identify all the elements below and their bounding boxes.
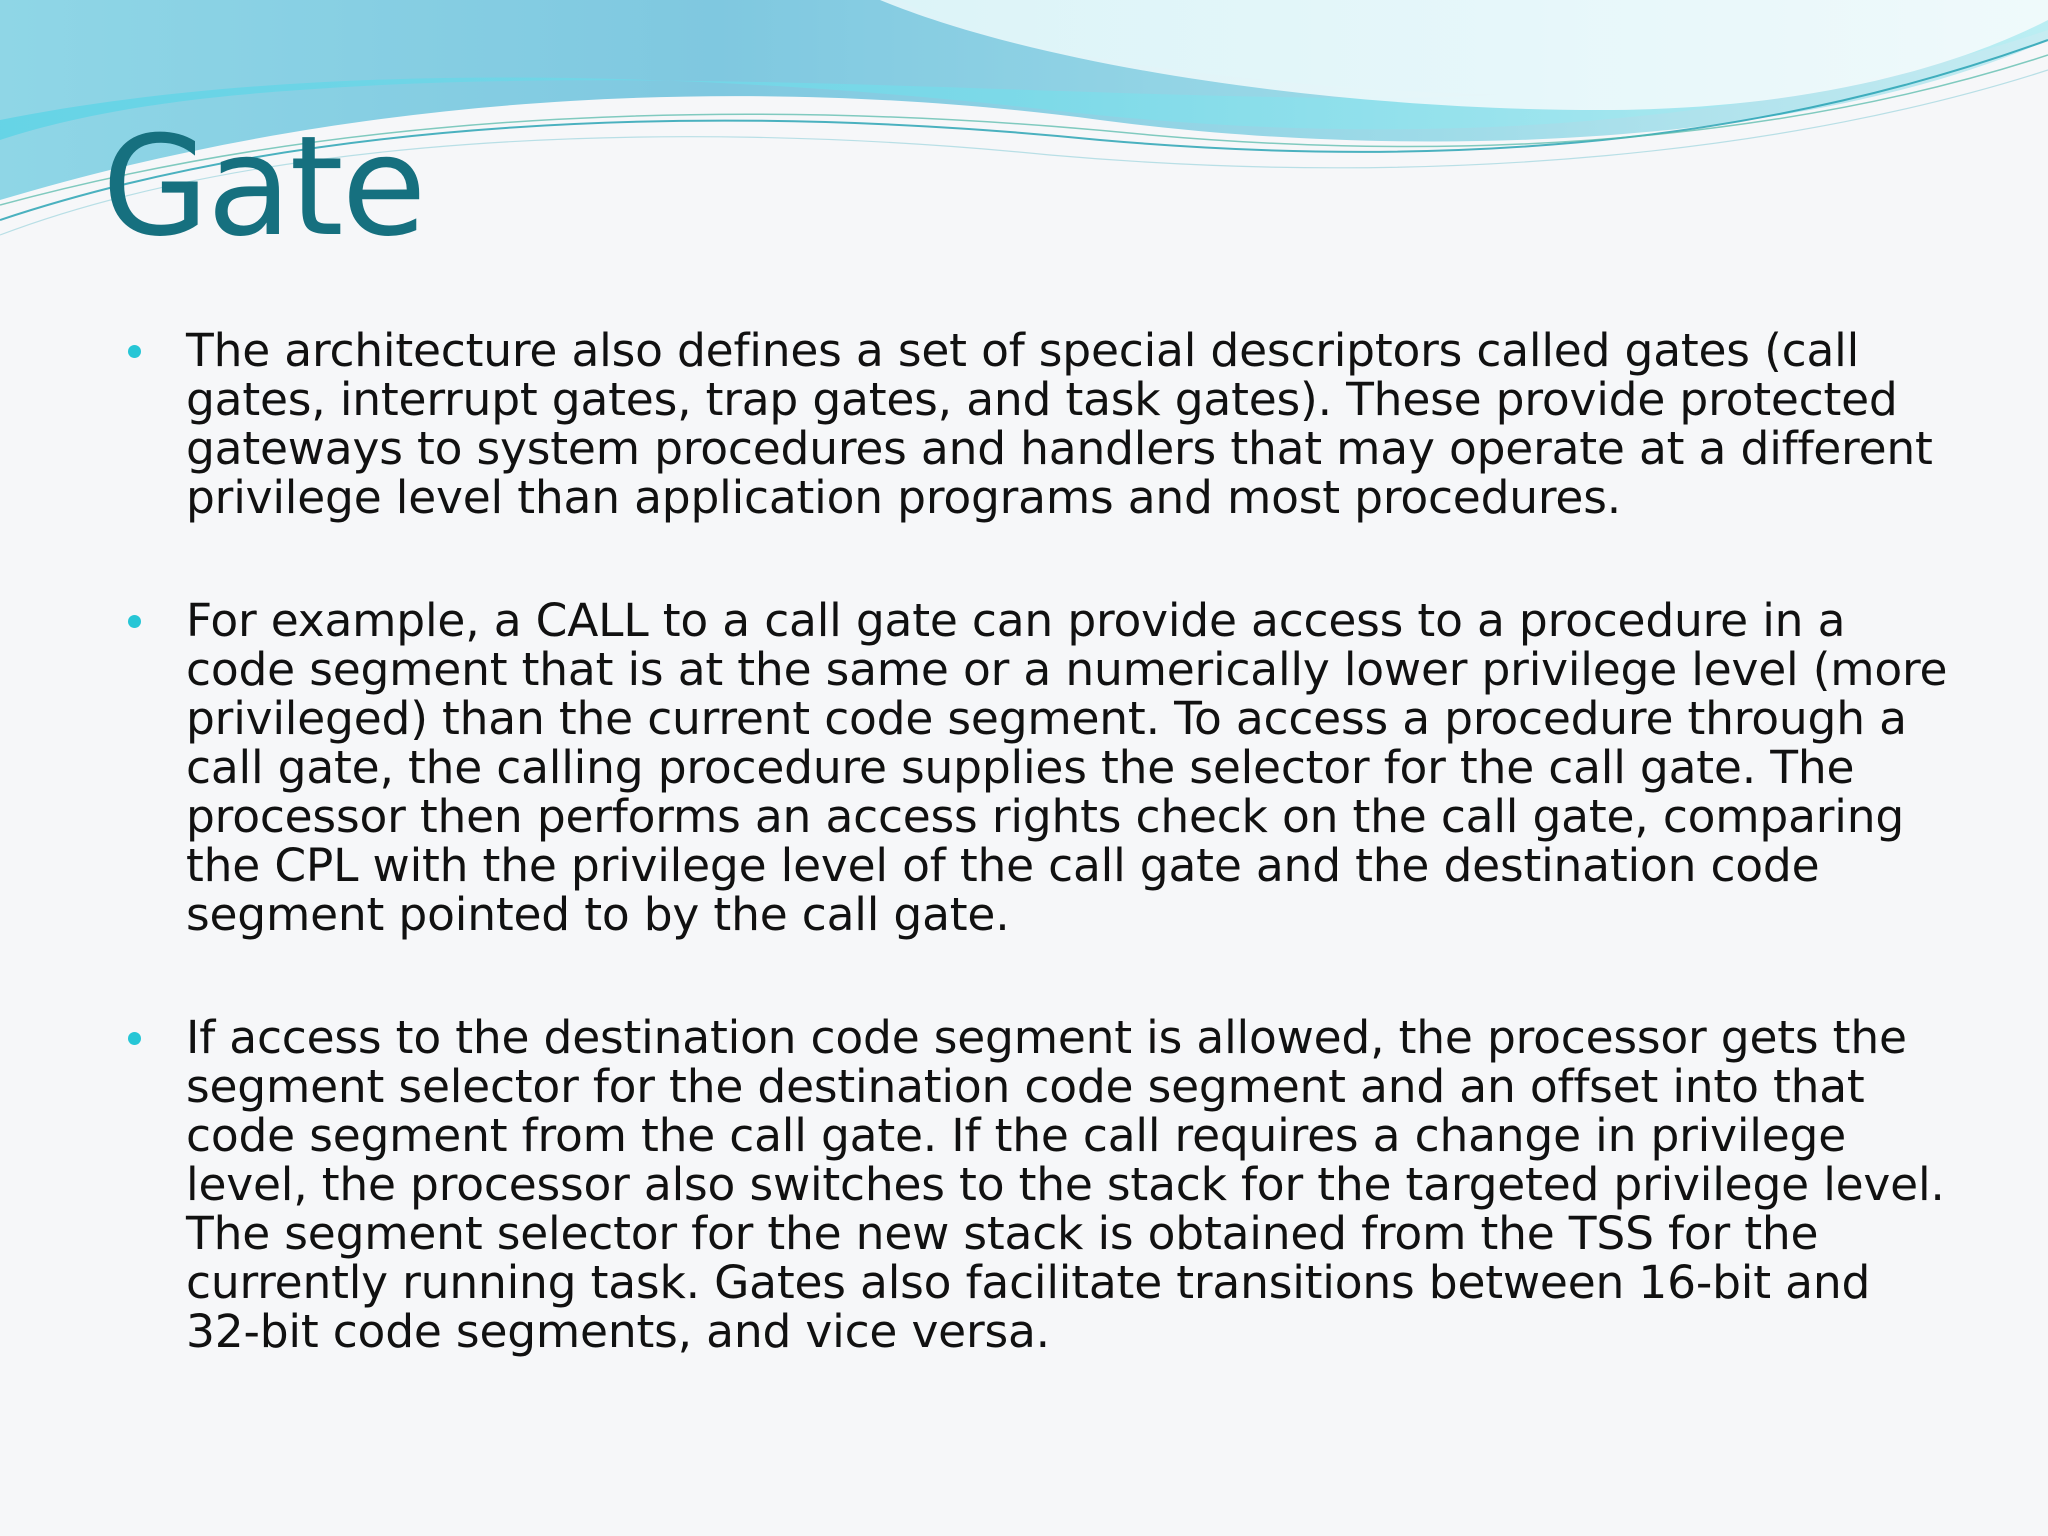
bullet-text: If access to the destination code segment is allowed, the processor gets the segment selector for the destination code segment and an offset into that code segment from the call gate. If the call requires a change in privilege level, the processor also switches to the stack for the targeted privilege level. The segment selector for the new stack is obtained from the TSS for the currently running task. Gates also facilitate transitions between 16-bit and 32-bit code segments, and vice versa. (186, 1011, 1945, 1358)
bullet-item (124, 1013, 1954, 1356)
bullet-text: The architecture also defines a set of special descriptors called gates (call gates, interrupt gates, trap gates, and task gates). These provide protected gateways to system procedures and handlers that may operate at a different privilege level than application programs and most procedures. (186, 324, 1933, 524)
slide-title: Gate (102, 106, 425, 267)
bullet-dot-icon (128, 1032, 141, 1045)
bullet-dot-icon (128, 345, 141, 358)
bullet-item (124, 326, 1954, 522)
bullet-list (124, 326, 1954, 1356)
bullet-dot-icon (128, 615, 141, 628)
bullet-item (124, 596, 1954, 939)
bullet-text: For example, a CALL to a call gate can provide access to a procedure in a code segment that is at the same or a numerically lower privilege level (more privileged) than the current code segment. To access a procedure through a call gate, the calling procedure supplies the selector for the call gate. The processor then performs an access rights check on the call gate, comparing the CPL with the privilege level of the call gate and the destination code segment pointed to by the call gate. (186, 594, 1948, 941)
